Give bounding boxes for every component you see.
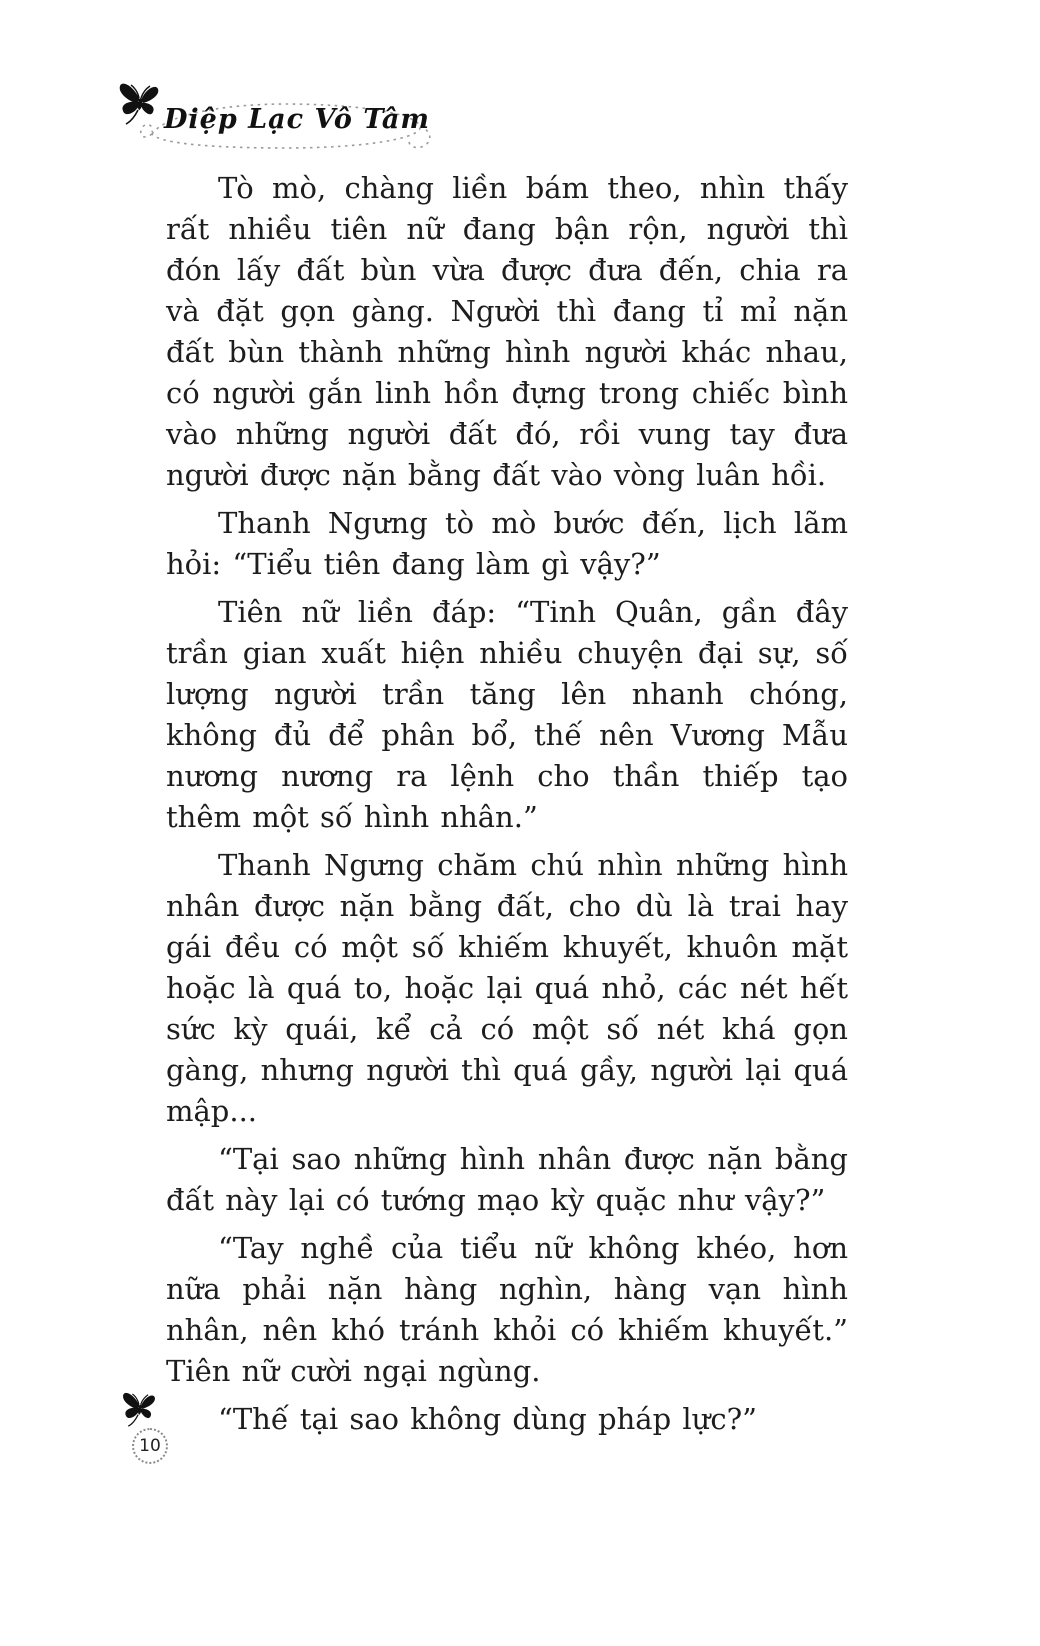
paragraph: Thanh Ngưng tò mò bước đến, lịch lãm hỏi: “Tiểu tiên đang làm gì vậy?” xyxy=(166,506,848,581)
page-number-badge xyxy=(132,1428,168,1464)
butterfly-icon xyxy=(116,78,162,126)
paragraph: “Tay nghề của tiểu nữ không khéo, hơn nữa phải nặn hàng nghìn, hàng vạn hình nhân, nên khó tránh khỏi có khiếm khuyết.” Tiên nữ cười ngại ngùng. xyxy=(166,1231,848,1388)
running-head-author-title: Diệp Lạc Vô Tâm xyxy=(164,104,430,135)
body-text xyxy=(166,168,848,1447)
page-header xyxy=(116,78,446,158)
paragraph: “Thế tại sao không dùng pháp lực?” xyxy=(218,1402,757,1436)
paragraph: Tiên nữ liền đáp: “Tinh Quân, gần đây trần gian xuất hiện nhiều chuyện đại sự, số lượng người trần tăng lên nhanh chóng, không đủ để phân bổ, thế nên Vương Mẫu nương nương ra lệnh cho thần thiếp tạo thêm một số hình nhân.” xyxy=(166,595,848,834)
page-footer xyxy=(118,1388,198,1478)
butterfly-icon xyxy=(120,1388,158,1428)
paragraph: Thanh Ngưng chăm chú nhìn những hình nhân được nặn bằng đất, cho dù là trai hay gái đều có một số khiếm khuyết, khuôn mặt hoặc là quá to, hoặc lại quá nhỏ, các nét hết sức kỳ quái, kể cả có một số nét khá gọn gàng, nhưng người thì quá gầy, người lại quá mập... xyxy=(166,848,848,1128)
page-number: 10 xyxy=(139,1436,161,1456)
paragraph: Tò mò, chàng liền bám theo, nhìn thấy rất nhiều tiên nữ đang bận rộn, người thì đón lấy đất bùn vừa được đưa đến, chia ra và đặt gọn gàng. Người thì đang tỉ mỉ nặn đất bùn thành những hình người khác nhau, có người gắn linh hồn đựng trong chiếc bình vào những người đất đó, rồi vung tay đưa người được nặn bằng đất vào vòng luân hồi. xyxy=(166,171,848,492)
paragraph: “Tại sao những hình nhân được nặn bằng đất này lại có tướng mạo kỳ quặc như vậy?” xyxy=(166,1142,848,1217)
